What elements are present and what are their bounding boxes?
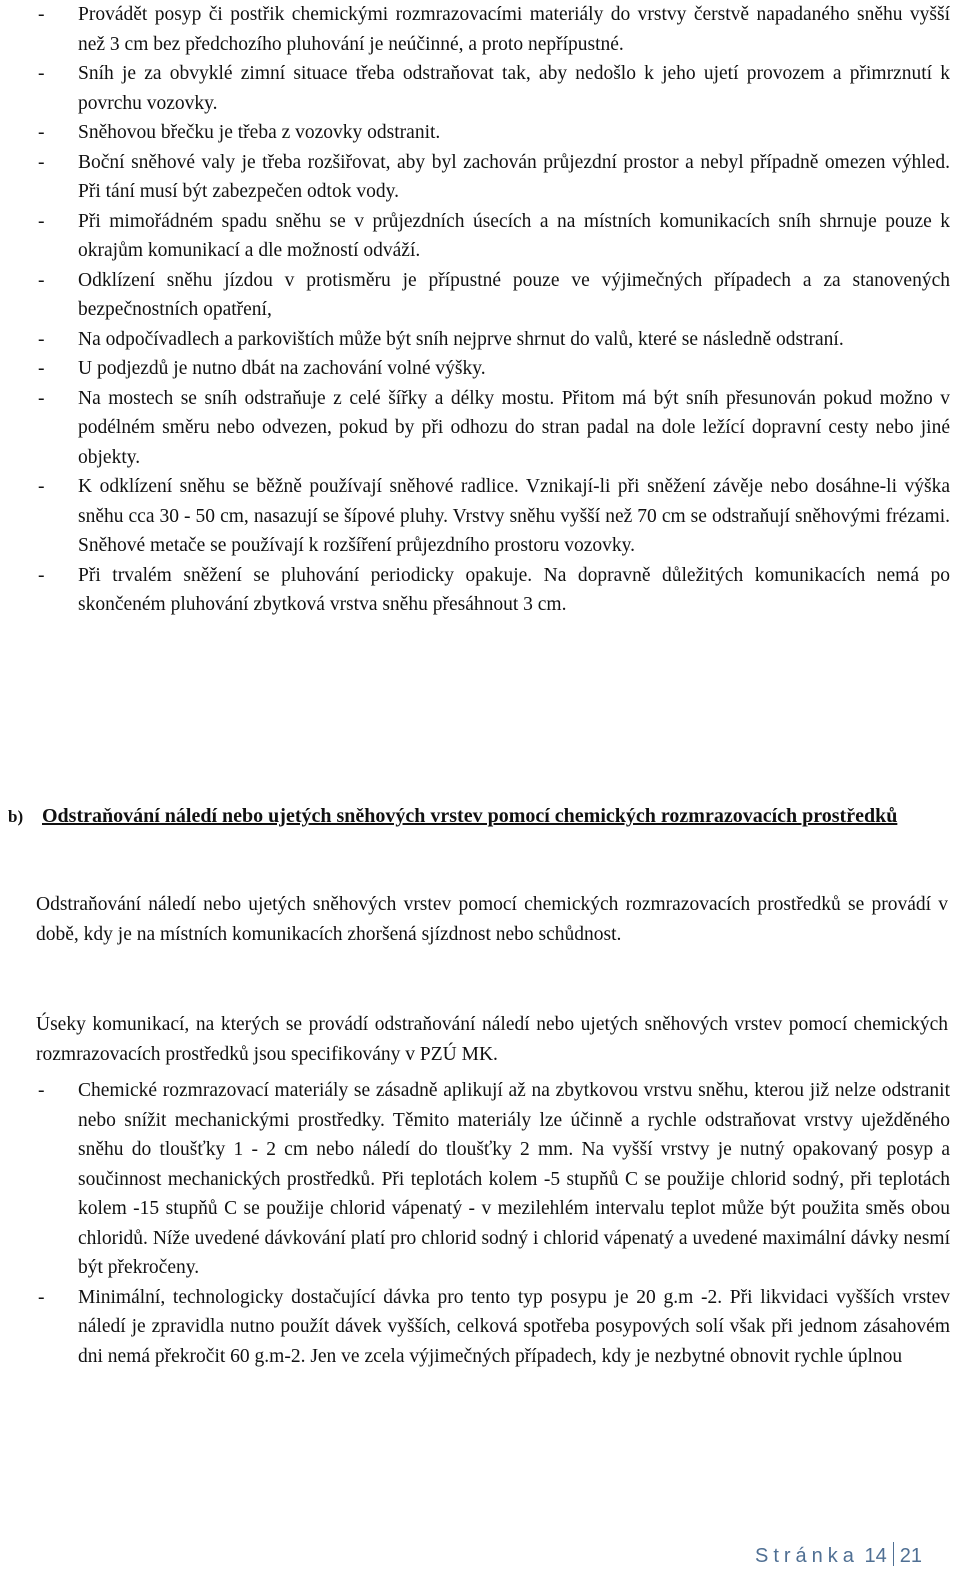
page-current: 14 [864,1545,887,1567]
list-item [38,325,950,355]
section-title: Odstraňování náledí nebo ujetých sněhových vrstev pomocí chemických rozmrazovacích prostředků [42,805,898,827]
paragraph-sections: Úseky komunikací, na kterých se provádí odstraňování náledí nebo ujetých sněhových vrstev pomocí chemických rozmrazovacích prostředků jsou specifikovány v PZÚ MK. [36,1014,948,1065]
list-dash: - [38,63,45,84]
list-dash: - [38,476,45,497]
list-dash: - [38,358,45,379]
list-item [38,0,950,59]
list-item [38,59,950,118]
list-item [38,207,950,266]
list-item [38,1283,950,1372]
list-item [38,1076,950,1283]
list-dash: - [38,564,45,586]
list-item-text: Boční sněhové valy je třeba rozšiřovat, aby byl zachován průjezdní prostor a nebyl případně omezen výhled. Při tání musí být zabezpečen odtok vody. [78,151,950,202]
list-item-text: Minimální, technologicky dostačující dávka pro tento typ posypu je 20 g.m -2. Při likvidaci vyšších vrstev náledí je zpravidla nutno použít dávek vyšších, celková spotřeba posypových solí však při jednom zásahovém dni nemá překročit 60 g.m-2. Jen ve zcela výjimečných případech, kdy je nezbytné obnovit rychle úplnou [78,1286,950,1367]
list-dash: - [38,1286,45,1308]
list-dash: - [38,1080,45,1101]
list-item-text: Při trvalém sněžení se pluhování periodicky opakuje. Na dopravně důležitých komunikacích nemá po skončeném pluhování zbytková vrstva sněhu přesáhnout 3 cm. [78,564,950,615]
list-item-text: Sněhovou břečku je třeba z vozovky odstranit. [78,122,441,143]
list-item [38,266,950,325]
list-item-text: Chemické rozmrazovací materiály se zásadně aplikují až na zbytkovou vrstvu sněhu, kterou již nelze odstranit nebo snížit mechanickými prostředky. Těmito materiály lze účinně a rychle odstraňovat vrstvy uježděného sněhu do tloušťky 1 - 2 cm nebo náledí do tloušťky 2 mm. Na vyšší vrstvy je nutný opakovaný posyp a součinnost mechanických prostředků. Při teplotách kolem -5 stupňů C se použije chlorid sodný, při teplotách kolem -15 stupňů C se použije chlorid vápenatý - v mezilehlém intervalu teplot může být použita směs obou chloridů. Níže uvedené dávkování platí pro chlorid sodný i chlorid vápenatý a uvedené maximální dávky nesmí být překročeny. [78,1080,950,1278]
list-item-text: Při mimořádném spadu sněhu se v průjezdních úsecích a na místních komunikacích sníh shrnuje pouze k okrajům komunikací a dle možností odváží. [78,210,950,261]
page-footer [755,1542,922,1568]
section-heading [8,802,948,831]
bullet-list-bottom [38,1076,950,1371]
list-dash: - [38,328,45,350]
list-item-text: Na mostech se sníh odstraňuje z celé šířky a délky mostu. Přitom má být sníh přesunován pokud možno v podélném směru nebo odvezen, pokud by při odhozu do stran padal na dole ležící dopravní cesty nebo jiné objekty. [78,387,950,468]
list-item [38,472,950,561]
list-dash: - [38,210,45,232]
list-item-text: Odklízení sněhu jízdou v protisměru je přípustné pouze ve výjimečných případech a za stanovených bezpečnostních opatření, [78,269,950,320]
section-marker: b) [8,807,24,826]
page-word: Stránka [755,1545,859,1567]
list-item [38,148,950,207]
list-dash: - [38,151,45,173]
list-dash: - [38,122,45,143]
list-item [38,354,950,384]
bullet-list-top [38,0,950,620]
paragraph-intro: Odstraňování náledí nebo ujetých sněhových vrstev pomocí chemických rozmrazovacích prostředků se provádí v době, kdy je na místních komunikacích zhoršená sjízdnost nebo schůdnost. [36,894,948,945]
list-item [38,384,950,473]
list-item-text: K odklízení sněhu se běžně používají sněhové radlice. Vznikají-li při sněžení závěje nebo dosáhne-li výška sněhu cca 30 - 50 cm, nasazují se šípové pluhy. Vrstvy sněhu vyšší než 70 cm se odstraňují sněhovými frézami. Sněhové metače se používají k rozšíření průjezdního prostoru vozovky. [78,476,950,556]
list-item-text: Na odpočívadlech a parkovištích může být sníh nejprve shrnut do valů, které se následně odstraní. [78,328,844,350]
list-item [38,561,950,620]
list-item-text: Sníh je za obvyklé zimní situace třeba odstraňovat tak, aby nedošlo k jeho ujetí provozem a přimrznutí k povrchu vozovky. [78,63,950,114]
list-item-text: U podjezdů je nutno dbát na zachování volné výšky. [78,358,486,379]
list-item-text: Provádět posyp či postřik chemickými rozmrazovacími materiály do vrstvy čerstvě napadaného sněhu vyšší než 3 cm bez předchozího pluhování je neúčinné, a proto nepřípustné. [78,4,950,55]
list-item [38,118,950,148]
page-separator [893,1542,894,1566]
list-dash: - [38,387,45,409]
list-dash: - [38,269,45,291]
page-total: 21 [899,1545,922,1567]
list-dash: - [38,4,45,25]
